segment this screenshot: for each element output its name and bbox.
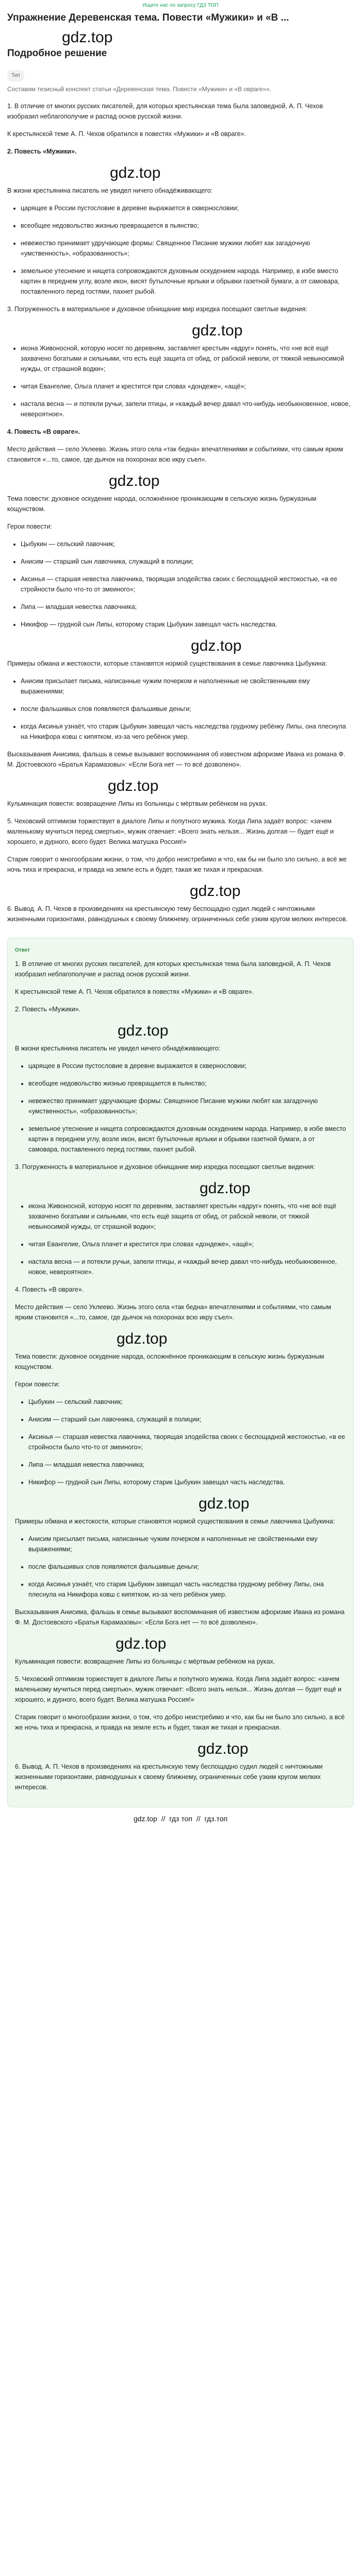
paragraph: 2. Повесть «Мужики». <box>7 148 77 155</box>
list-item: • Аксинья — старшая невестка лавочника, творящая злодейства своих с беспощадной жестокостью, «в ее стройности было что-то от змеиного»; <box>28 1432 346 1452</box>
footer <box>0 1815 361 1823</box>
watermark: gdz.top <box>198 1740 249 1757</box>
list-item: • Липа — младшая невестка лавочника; <box>21 602 354 612</box>
paragraph: Место действия — село Уклеево. Жизнь этого села «так бедна» впечатлениями и событиями, что самым ярким становится «...то, самое, где дьячок на похоронах всю икру съел». <box>7 446 343 463</box>
list-item: • после фальшивых слов появляются фальшивые деньги; <box>28 1562 346 1572</box>
paragraph: 6. Вывод. А. П. Чехов в произведениях на крестьянскую тему беспощадно судил людей с ничтожными жизненными горизонтами, равнодушных к своему ближнему, ограниченных себе узким кругом мелких интересов. <box>7 905 348 923</box>
bullet-list <box>7 539 354 630</box>
paragraph: В жизни крестьянина писатель не увидел ничего обнадёживающего: <box>15 1045 221 1052</box>
answer-box <box>7 938 354 1807</box>
list-item: • Липа — младшая невестка лавочника; <box>28 1460 346 1470</box>
watermark: gdz.top <box>200 1180 251 1197</box>
list-item: • Цыбукин — сельский лавочник; <box>21 539 354 549</box>
list-item: • когда Аксинья узнаёт, что старик Цыбукин завещал часть наследства грудному ребёнку Липы, она плеснула на Никифора ковш с кипятком, из-за чего ребёнок умер. <box>28 1579 346 1600</box>
watermark: gdz.top <box>199 1495 250 1512</box>
watermark: gdz.top <box>117 1330 168 1347</box>
list-item: • Аксинья — старшая невестка лавочника, творящая злодейства своих с беспощадной жестокостью, «в ее стройности было что-то от змеиного»; <box>21 574 354 595</box>
solution-section <box>7 61 354 924</box>
list-item: • царящее в России пустословие в деревне выражается в сквернословии; <box>28 1061 346 1071</box>
list-item: • всеобщее недовольство жизнью превращается в пьянство; <box>28 1078 346 1089</box>
watermark: gdz.top <box>108 777 159 794</box>
list-item: • после фальшивых слов появляются фальшивые деньги; <box>21 704 354 714</box>
paragraph: Высказывания Анисима, фальшь в семье вызывают воспоминания об известном афоризме Ивана из романа Ф. М. Достоевского «Братья Карамазовы»: «Если Бога нет — то всё дозволено». <box>7 751 346 768</box>
paragraph: Тема повести: духовное оскудение народа, осложнённое проникающим в сельскую жизнь буржуазным кощунством. <box>7 495 317 513</box>
paragraph: К крестьянской теме А. П. Чехов обратился в повестях «Мужики» и «В овраге». <box>15 988 254 995</box>
list-item: • Никифор — грудной сын Липы, которому старик Цыбукин завещал часть наследства. <box>28 1477 346 1487</box>
paragraph: 5. Чеховский оптимизм торжествует в диалоге Липы и попутного мужика. Когда Липа задаёт вопрос: «зачем маленькому мучиться перед смертью», мужик отвечает: «Всего знать нельзя... Жизнь долгая — будет ещё и хорошего, и дурного, всего будет. Велика матушка Россия!» <box>15 1675 342 1703</box>
paragraph: Примеры обмана и жестокости, которые становятся нормой существования в семье лавочника Цыбукина: <box>15 1518 335 1525</box>
paragraph: 1. В отличие от многих русских писателей, для которых крестьянская тема была заповедной, А. П. Чехов изобразил неблагополучие и распад основ русской жизни. <box>7 103 323 120</box>
paragraph: В жизни крестьянина писатель не увидел ничего обнадёживающего: <box>7 187 213 194</box>
list-item: • невежество принимает удручающие формы: Священное Писание мужики любят как загадочную «умственность», «образованность»; <box>28 1096 346 1116</box>
paragraph: Высказывания Анисима, фальшь в семье вызывают воспоминания об известном афоризме Ивана из романа Ф. М. Достоевского «Братья Карамазовы»: «Если Бога нет — то всё дозволено». <box>15 1608 345 1626</box>
list-item: • читая Евангелие, Ольга плачет и крестится при словах «дондеже», «ащё»; <box>28 1239 346 1249</box>
answer-body <box>15 959 346 1792</box>
promo-banner[interactable]: Ищите нас по запросу ГДЗ ТОП <box>142 3 219 8</box>
paragraph: 1. В отличие от многих русских писателей, для которых крестьянская тема была заповедной, А. П. Чехов изобразил неблагополучие и распад основ русской жизни. <box>15 960 331 978</box>
paragraph: Место действия — село Уклеево. Жизнь этого села «так бедна» впечатлениями и событиями, что самым ярким становится «...то, самое, где дьячок на похоронах всю икру съел». <box>15 1303 332 1321</box>
paragraph: 2. Повесть «Мужики». <box>15 1006 81 1013</box>
list-item: • икона Живоносной, которую носят по деревням, заставляет крестьян «вдруг» понять, что «не всё ещё захвачено богатыми и сильными, что есть ещё защита от обид, от рабской неволи, от тяжкой невыносимой нужды, от страшной водки»; <box>28 1201 346 1232</box>
paragraph: Примеры обмана и жестокости, которые становятся нормой существования в семье лавочника Цыбукина: <box>7 660 327 667</box>
footer-link-1[interactable]: gdz.top <box>133 1815 157 1823</box>
footer-separator: // <box>196 1815 201 1823</box>
bullet-list <box>15 1201 346 1277</box>
list-item: • невежество принимает удручающие формы: Священное Писание мужики любят как загадочную «умственность», «образованность»; <box>21 238 354 259</box>
list-item: • Анисим присылает письма, написанные чужим почерком и наполненные не свойственными ему выражениями; <box>21 676 354 697</box>
bullet-list <box>15 1061 346 1155</box>
paragraph: Герои повести: <box>7 523 52 530</box>
answer-tag: Ответ <box>15 947 30 953</box>
paragraph: 3. Погруженность в материальное и духовное обнищание мир изредка посещают светлые видения: <box>15 1163 315 1171</box>
paragraph: 6. Вывод. А. П. Чехов в произведениях на крестьянскую тему беспощадно судил людей с ничтожными жизненными горизонтами, равнодушных к своему ближнему, ограниченных себе узким кругом мелких интересов. <box>15 1763 323 1791</box>
paragraph: Кульминация повести: возвращение Липы из больницы с мёртвым ребёнком на руках. <box>15 1658 275 1665</box>
list-item: • Анисим — старший сын лавочника, служащий в полиции; <box>28 1414 346 1425</box>
paragraph: 4. Повесть «В овраге». <box>7 428 80 435</box>
page-title: Упражнение Деревенская тема. Повести «Мужики» и «В ... <box>7 12 289 23</box>
list-item: • читая Евангелие, Ольга плачет и крестится при словах «дондеже», «ащё»; <box>21 381 354 392</box>
list-item: • когда Аксинья узнаёт, что старик Цыбукин завещал часть наследства грудному ребёнку Липы, она плеснула на Никифора ковш с кипятком, из-за чего ребёнок умер. <box>21 721 354 742</box>
watermark: gdz.top <box>116 1635 167 1652</box>
watermark: gdz.top <box>118 1022 169 1039</box>
watermark: gdz.top <box>62 29 113 46</box>
paragraph: Герои повести: <box>15 1381 60 1388</box>
watermark: gdz.top <box>192 322 243 339</box>
footer-separator: // <box>161 1815 166 1823</box>
paragraph: К крестьянской теме А. П. Чехов обратился в повестях «Мужики» и «В овраге». <box>7 130 246 138</box>
paragraph: 4. Повесть «В овраге». <box>15 1286 84 1293</box>
list-item: • икона Живоносной, которую носят по деревням, заставляет крестьян «вдруг» понять, что «не всё ещё захвачено богатыми и сильными, что есть ещё защита от обид, от рабской неволи, от тяжкой невыносимой нужды, от страшной водки»; <box>21 343 354 374</box>
watermark: gdz.top <box>191 637 242 654</box>
list-item: • Цыбукин — сельский лавочник; <box>28 1397 346 1407</box>
list-item: • настала весна — и потекли ручьи, запели птицы, и «каждый вечер давал что-нибудь необыкновенное, новое, невероятное». <box>28 1257 346 1277</box>
section-title: Подробное решение <box>7 48 107 59</box>
bullet-list <box>15 1397 346 1487</box>
paragraph: 5. Чеховский оптимизм торжествует в диалоге Липы и попутного мужика. Когда Липа задаёт вопрос: «зачем маленькому мучиться перед смертью», мужик отвечает: «Всего знать нельзя... Жизнь долгая — будет ещё и хорошего, и дурного, всего будет. Велика матушка Россия!» <box>7 818 334 845</box>
watermark: gdz.top <box>190 883 241 900</box>
bullet-list <box>15 1534 346 1600</box>
solution-tag: Тип <box>7 70 24 81</box>
paragraph: Тема повести: духовное оскудение народа, осложнённое проникающим в сельскую жизнь буржуазным кощунством. <box>15 1353 324 1370</box>
list-item: • царящее в России пустословие в деревне выражается в сквернословии; <box>21 203 354 213</box>
list-item: • земельное утеснение и нищета сопровождаются духовным оскудением народа. Например, в избе вместо картин в переднем углу, возле икон, висят бутылочные ярлыки и обрывки газетной бумаги, а от самовара, поставленного перед гостями, пахнет рыбой. <box>28 1124 346 1155</box>
list-item: • Никифор — грудной сын Липы, которому старик Цыбукин завещал часть наследства. <box>21 619 354 630</box>
paragraph: Кульминация повести: возвращение Липы из больницы с мёртвым ребёнком на руках. <box>7 800 268 807</box>
footer-link-2[interactable]: гдз топ <box>169 1815 192 1823</box>
list-item: • Анисим присылает письма, написанные чужим почерком и наполненные не свойственными ему выражениями; <box>28 1534 346 1554</box>
list-item: • Анисим — старший сын лавочника, служащий в полиции; <box>21 556 354 567</box>
list-item: • всеобщее недовольство жизнью превращается в пьянство; <box>21 221 354 231</box>
watermark: gdz.top <box>110 164 161 181</box>
solution-intro: Составим тезисный конспект статьи «Деревенская тема. Повести «Мужики» и «В овраге»». <box>7 86 272 93</box>
bullet-list <box>7 676 354 742</box>
watermark: gdz.top <box>109 472 160 489</box>
bullet-list <box>7 343 354 419</box>
list-item: • настала весна — и потекли ручьи, запели птицы, и «каждый вечер давал что-нибудь необыкновенное, новое, невероятное». <box>21 399 354 419</box>
bullet-list <box>7 203 354 297</box>
list-item: • земельное утеснение и нищета сопровождаются духовным оскудением народа. Например, в избе вместо картин в переднем углу, возле икон, висят бутылочные ярлыки и обрывки газетной бумаги, а от самовара, поставленного перед гостями, пахнет рыбой. <box>21 266 354 297</box>
paragraph: Старик говорит о многообразии жизни, о том, что добро неистребимо и что, как бы ни было зло сильно, а всё же ночь тиха и прекрасна, и правда на земле есть и будет, такая же тихая и прекрасная. <box>15 1714 345 1731</box>
paragraph: Старик говорит о многообразии жизни, о том, что добро неистребимо и что, как бы ни было зло сильно, а всё же ночь тиха и прекрасна, и правда на земле есть и будет, такая же тихая и прекрасная. <box>7 856 347 873</box>
paragraph: 3. Погруженность в материальное и духовное обнищание мир изредка посещают светлые видения: <box>7 306 307 313</box>
footer-link-3[interactable]: гдз.топ <box>204 1815 228 1823</box>
solution-body <box>7 101 354 924</box>
